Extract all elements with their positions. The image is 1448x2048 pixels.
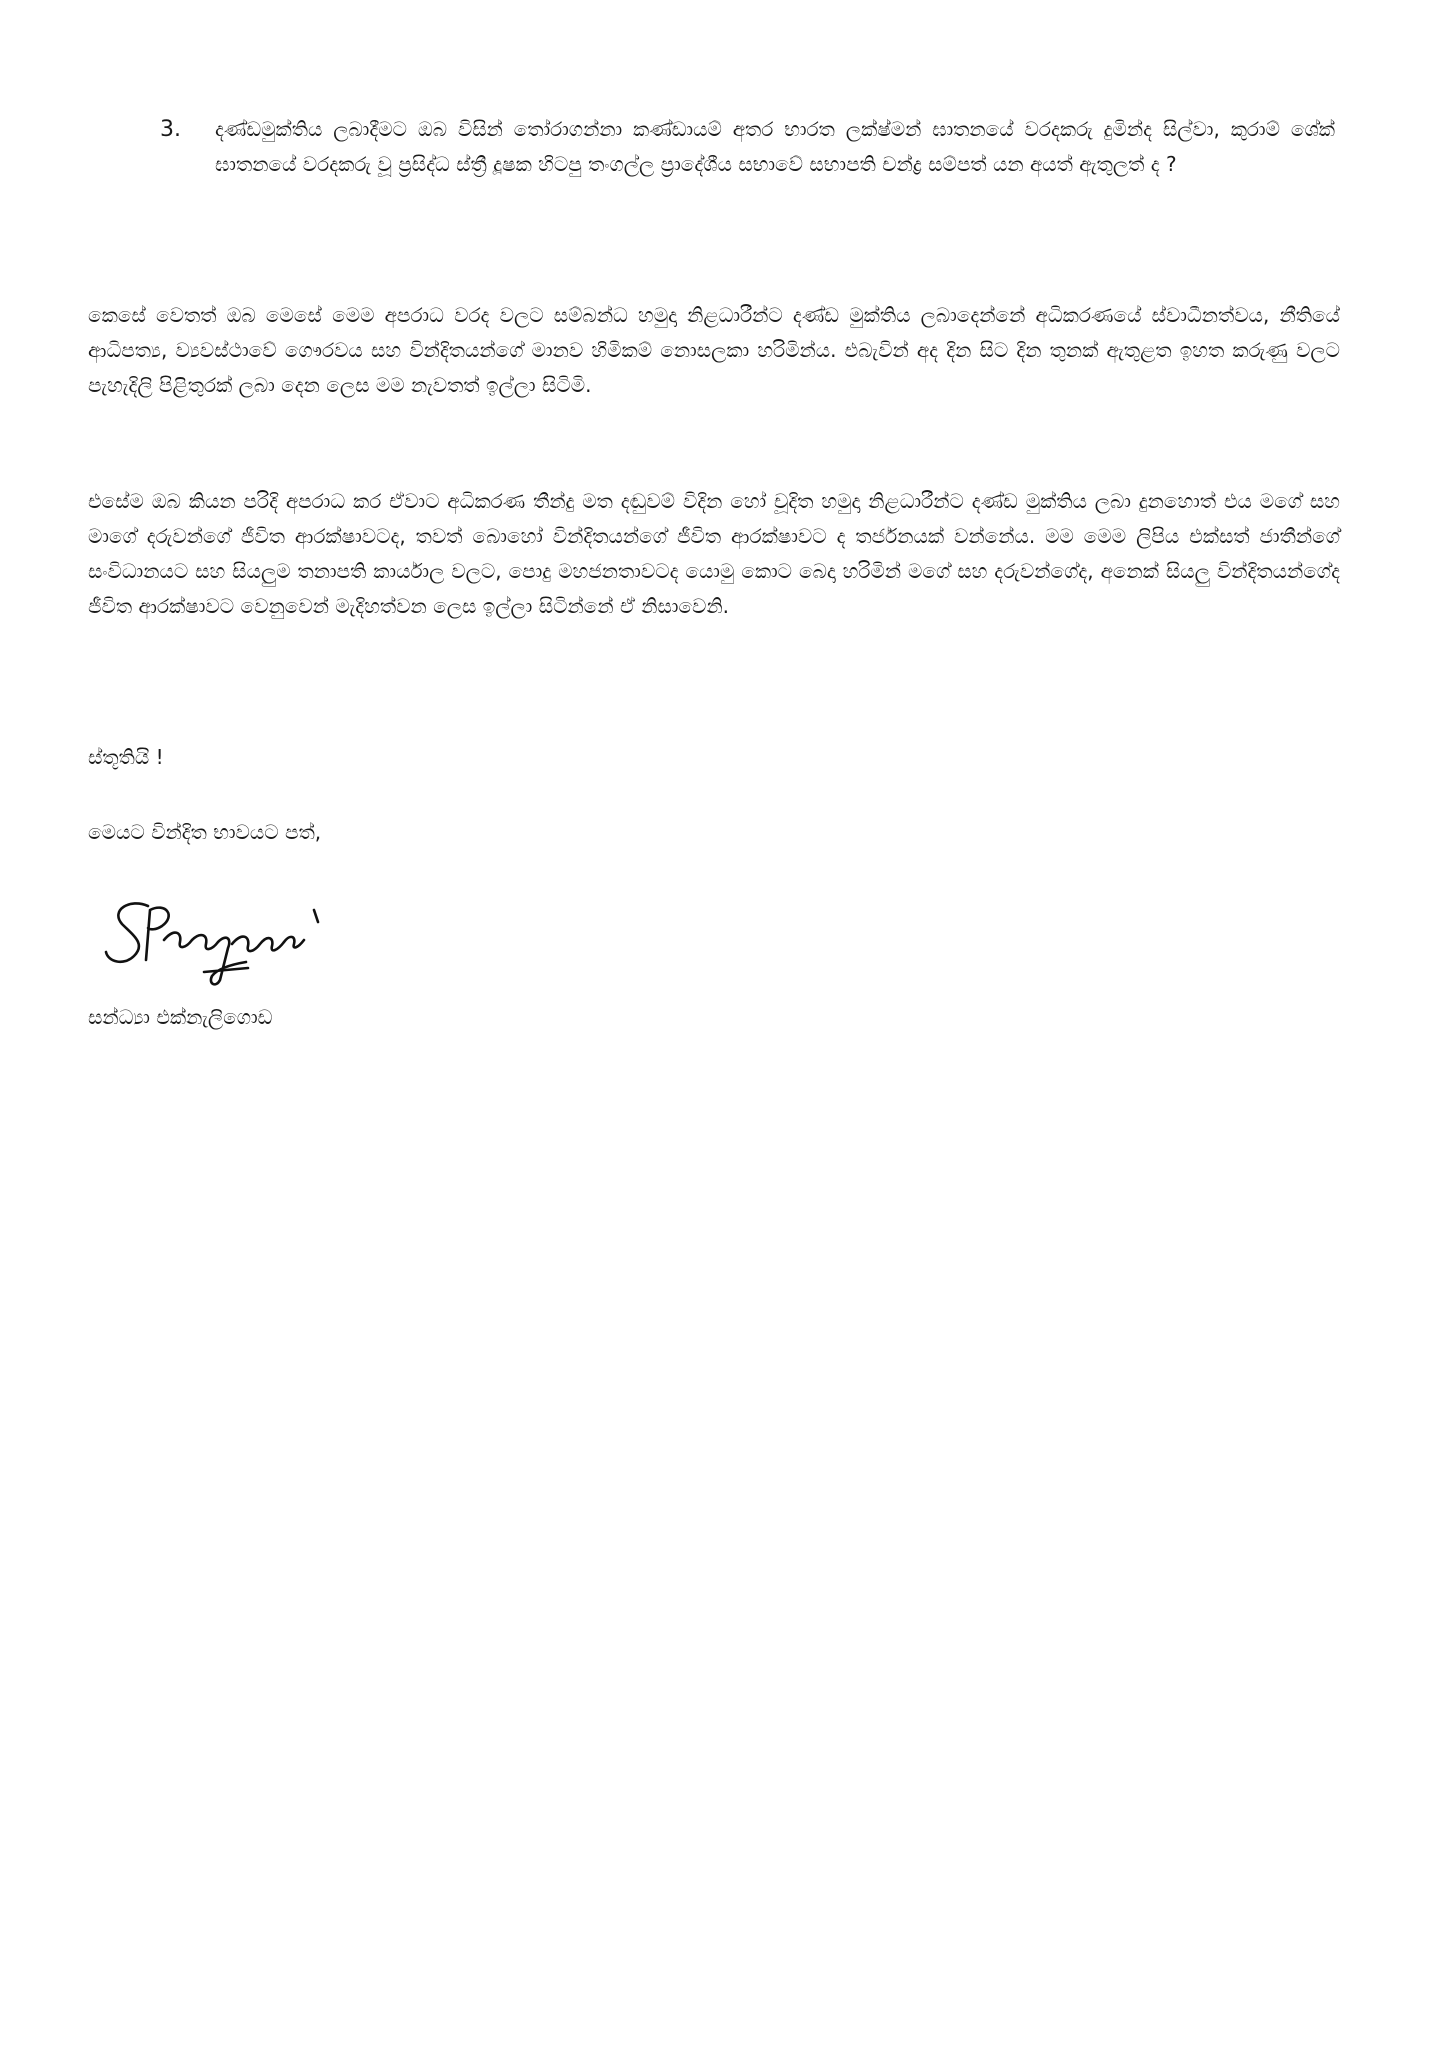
list-item-text: දණ්ඩමුක්තිය ලබාදීමට ඔබ විසින් තෝරාගන්නා කණ්ඩායම් අතර භාරත ලක්ෂ්මන් ඝාතනයේ වරදකරු දුමින්ද සිල්වා, කුරාම් ශේක් ඝාතනයේ වරදකරු වූ ප්‍රසිද්ධ ස්ත්‍රී දූෂක හිටපු තංගල්ල ප්‍රාදේශීය සභාවේ සභාපති චන්ද්‍ර සම්පත් යන අයත් ඇතුලත් ද ? — [215, 117, 1335, 176]
body-paragraph-2: එසේම ඔබ කියන පරිදි අපරාධ කර ඒවාට අධිකරණ තීන්දු මත දඬුවම් විදින හෝ චූදිත හමුදා නිළධාරීන්ට දණ්ඩ මුක්තිය ලබා දුනහොත් එය මගේ සහ මාගේ දරුවන්ගේ ජීවිත ආරක්ෂාවටද, තවත් බොහෝ වින්දිතයන්ගේ ජීවිත ආරක්ෂාවට ද තර්ජනයක් වන්නේය. මම මෙම ලිපිය එක්සත් ජාතීන්ගේ සංවිධානයට සහ සියලුම තනාපති කාර්යාල වලට, පොදු මහජනතාවටද යොමු කොට බෙදා හරිමින් මගේ සහ දරුවන්ගේද, අනෙක් සියලු වින්දිතයන්ගේද ජීවිත ආරක්ෂාවට වෙනුවෙන් මැදිහත්වන ලෙස ඉල්ලා සිටින්නේ ඒ නිසාවෙනි. — [88, 489, 1340, 618]
body-paragraph-1: කෙසේ වෙතත් ඔබ මෙසේ මෙම අපරාධ වරද වලට සම්බන්ධ හමුදා නිළධාරීන්ට දණ්ඩ මුක්තිය ලබාදෙන්නේ අධිකරණයේ ස්වාධීනත්වය, නීතියේ ආධිපත්‍ය, ව්‍යවස්ථාවේ ගෞරවය සහ වින්දිතයන්ගේ මානව හිමිකම් නොසලකා හරිමින්ය. එබැවින් අද දින සිට දින තුනක් ඇතුළත ඉහත කරුණු වලට පැහැදිලි පිළිතුරක් ලබා දෙන ලෙස මම නැවතත් ඉල්ලා සිටිමි. — [88, 303, 1340, 397]
handwritten-signature — [100, 888, 340, 998]
thanks-line: ස්තූතියි ! — [88, 745, 164, 769]
closing-line: මෙයට වින්දිත භාවයට පත්, — [88, 820, 322, 844]
list-number: 3. — [160, 117, 181, 142]
signer-name: සන්ධ්‍යා එක්නැලිගොඩ — [88, 1005, 273, 1029]
